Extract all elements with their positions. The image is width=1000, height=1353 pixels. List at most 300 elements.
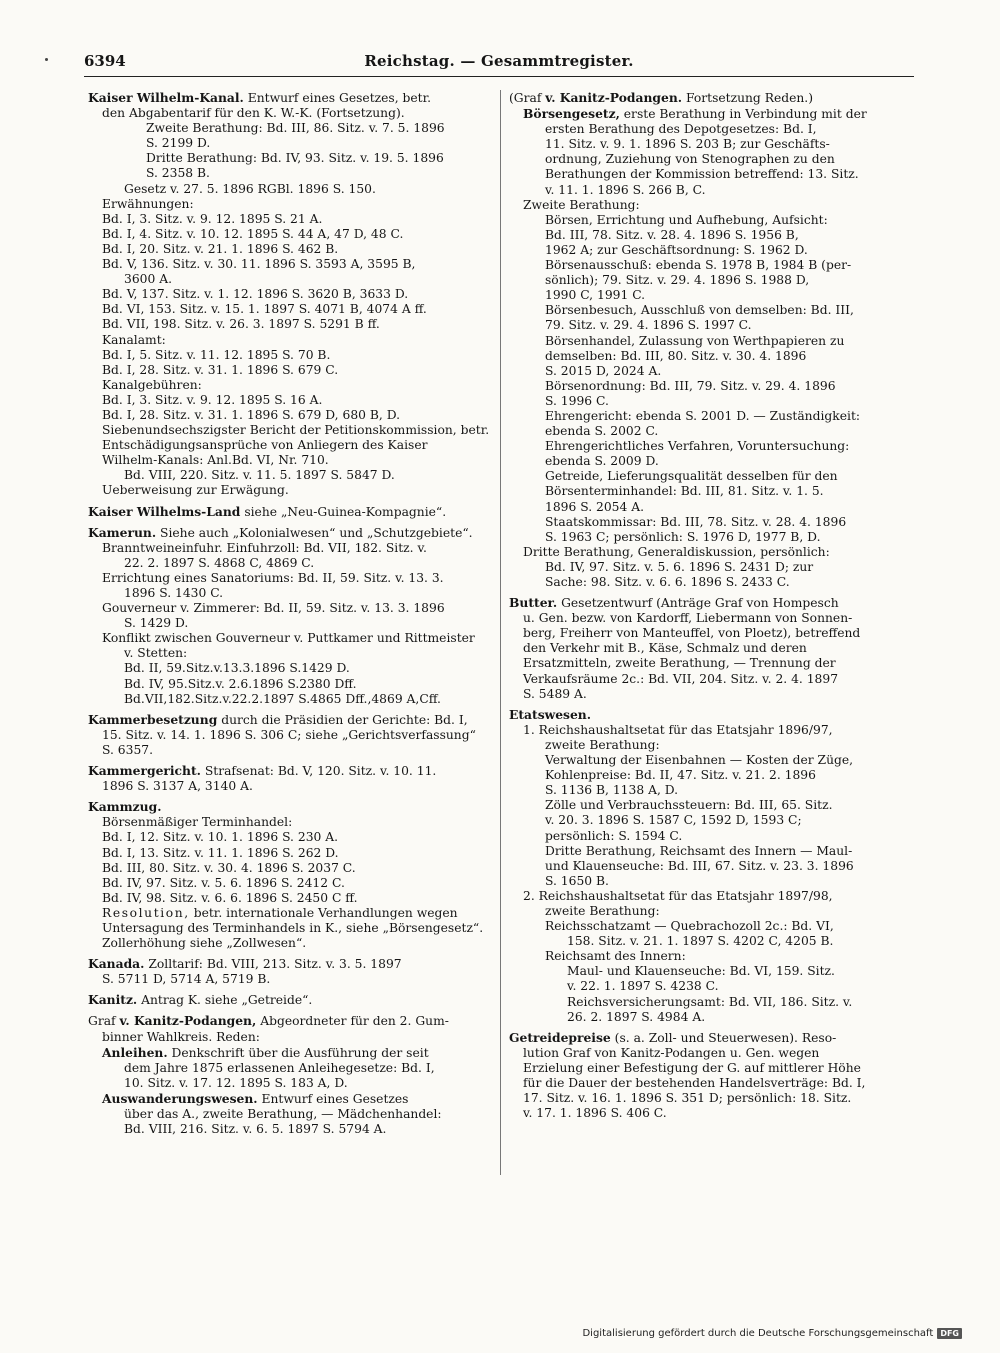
entry-line <box>88 182 503 197</box>
entry-text: Bd. III, 78. Sitz. v. 28. 4. 1896 S. 1956 B, <box>545 227 799 242</box>
entry-text: Bd. VIII, 220. Sitz. v. 11. 5. 1897 S. 5847 D. <box>124 468 395 483</box>
entry-line <box>509 904 919 919</box>
entry-line <box>509 545 919 560</box>
entry-text: Bd. V, 136. Sitz. v. 30. 11. 1896 S. 3593 A, 3595 B, <box>102 257 416 272</box>
entry-text: Bd. I, 3. Sitz. v. 9. 12. 1895 S. 21 A. <box>102 211 323 226</box>
entry-text: lution Graf von Kanitz-Podangen u. Gen. wegen <box>523 1045 820 1060</box>
entry-text: S. 5711 D, 5714 A, 5719 B. <box>102 972 271 987</box>
entry-text: Bd. VII, 198. Sitz. v. 26. 3. 1897 S. 5291 B ff. <box>102 317 380 332</box>
entry-text: Bd. I, 3. Sitz. v. 9. 12. 1895 S. 16 A. <box>102 392 323 407</box>
entry-line <box>509 798 919 813</box>
entry-text: Börsenmäßiger Terminhandel: <box>102 815 293 830</box>
entry-text: Bd. VIII, 216. Sitz. v. 6. 5. 1897 S. 5794 A. <box>124 1122 387 1137</box>
entry-lemma: Etatswesen. <box>509 706 592 722</box>
entry-line <box>509 575 919 590</box>
index-entry <box>509 707 919 1025</box>
entry-line <box>509 137 919 152</box>
entry-text: persönlich: S. 1594 C. <box>545 828 683 843</box>
entry-line <box>88 571 503 586</box>
entry-text: ebenda S. 2009 D. <box>545 454 659 469</box>
entry-text: Zweite Berathung: <box>523 197 640 212</box>
entry-line <box>88 541 503 556</box>
entry-line <box>88 631 503 646</box>
entry-line <box>88 763 503 779</box>
entry-text: ordnung, Zuziehung von Stenographen zu den <box>545 152 835 167</box>
entry-line <box>509 469 919 484</box>
entry-line <box>509 1030 919 1046</box>
entry-text: Entwurf eines Gesetzes, betr. <box>243 91 432 105</box>
entry-text: 2. Reichshaushaltsetat für das Etatsjahr 1897/98, <box>523 888 833 903</box>
entry-line <box>88 616 503 631</box>
entry-line <box>88 876 503 891</box>
entry-line <box>88 1061 503 1076</box>
entry-text: 158. Sitz. v. 21. 1. 1897 S. 4202 C, 4205 B. <box>567 934 834 949</box>
entry-line <box>88 956 503 972</box>
entry-line <box>88 556 503 571</box>
entry-line <box>509 1010 919 1025</box>
entry-line <box>88 830 503 845</box>
entry-line <box>88 1107 503 1122</box>
entry-line <box>509 258 919 273</box>
entry-text: Bd. V, 137. Sitz. v. 1. 12. 1896 S. 3620 B, 3633 D. <box>102 287 409 302</box>
entry-line <box>88 468 503 483</box>
entry-text: 1896 S. 3137 A, 3140 A. <box>102 779 253 794</box>
entry-line <box>88 936 503 951</box>
entry-text: Bd. IV, 97. Sitz. v. 5. 6. 1896 S. 2412 C. <box>102 875 345 890</box>
entry-text: Bd. I, 13. Sitz. v. 11. 1. 1896 S. 262 D. <box>102 845 339 860</box>
entry-line <box>509 530 919 545</box>
entry-text: 17. Sitz. v. 16. 1. 1896 S. 351 D; persönlich: 18. Sitz. <box>523 1091 852 1106</box>
entry-line <box>88 333 503 348</box>
entry-line <box>88 504 503 520</box>
entry-lemma: v. Kanitz-Podangen, <box>119 1013 257 1029</box>
entry-line <box>88 90 503 106</box>
entry-line <box>509 167 919 182</box>
entry-line <box>509 334 919 349</box>
entry-line <box>88 861 503 876</box>
entry-line <box>88 393 503 408</box>
entry-line <box>88 212 503 227</box>
entry-text: v. 20. 3. 1896 S. 1587 C, 1592 D, 1593 C; <box>545 813 802 828</box>
entry-text: Sache: 98. Sitz. v. 6. 6. 1896 S. 2433 C. <box>545 575 790 589</box>
entry-line <box>509 641 919 656</box>
entry-text: u. Gen. bezw. von Kardorff, Liebermann von Sonnen- <box>523 611 853 626</box>
entry-line <box>509 424 919 439</box>
entry-text: Dritte Berathung, Generaldiskussion, persönlich: <box>523 544 830 559</box>
entry-text: v. Stetten: <box>124 646 188 661</box>
entry-line <box>88 197 503 212</box>
index-entry <box>88 992 503 1008</box>
entry-line <box>88 692 503 707</box>
entry-line <box>509 500 919 515</box>
entry-text: Bd. I, 5. Sitz. v. 11. 12. 1895 S. 70 B. <box>102 347 331 362</box>
entry-line <box>509 183 919 198</box>
entry-text: Dritte Berathung, Reichsamt des Innern — Maul- <box>545 843 853 858</box>
right-column <box>509 90 919 1126</box>
entry-text: Erzielung einer Befestigung der G. auf mittlerer Höhe <box>523 1060 861 1075</box>
entry-line <box>509 707 919 723</box>
entry-line <box>88 227 503 242</box>
entry-text: binner Wahlkreis. Reden: <box>102 1029 260 1044</box>
entry-line <box>88 906 503 921</box>
entry-lemma: Kammzug. <box>88 799 162 815</box>
entry-line <box>88 317 503 332</box>
entry-line <box>88 302 503 317</box>
entry-text: Börsenbesuch, Ausschluß von demselben: Bd. III, <box>545 303 854 318</box>
entry-line <box>509 90 919 106</box>
entry-text: Bd. II, 59.Sitz.v.13.3.1896 S.1429 D. <box>124 661 350 676</box>
entry-emphasis: Resolution, <box>102 905 190 920</box>
entry-text: den Verkehr mit B., Käse, Schmalz und deren <box>523 641 807 656</box>
entry-text: Börsenordnung: Bd. III, 79. Sitz. v. 29. 4. 1896 <box>545 378 836 393</box>
entry-text: Kanalgebühren: <box>102 377 202 392</box>
entry-line <box>509 303 919 318</box>
entry-line <box>509 349 919 364</box>
entry-line <box>509 874 919 889</box>
entry-text: S. 1963 C; persönlich: S. 1976 D, 1977 B, D. <box>545 529 821 544</box>
entry-line <box>509 595 919 611</box>
entry-text: Dritte Berathung: Bd. IV, 93. Sitz. v. 19. 5. 1896 <box>146 151 444 166</box>
entry-text: zweite Berathung: <box>545 903 660 918</box>
entry-lemma: Getreidepreise <box>509 1029 611 1045</box>
entry-text: Bd. I, 20. Sitz. v. 21. 1. 1896 S. 462 B. <box>102 241 339 256</box>
entry-line <box>88 272 503 287</box>
index-entry <box>88 90 503 499</box>
entry-line <box>509 288 919 303</box>
entry-text: für die Dauer der bestehenden Handelsverträge: Bd. I, <box>523 1076 866 1090</box>
index-entry <box>509 90 919 590</box>
entry-text: (s. a. Zoll- und Steuerwesen). Reso- <box>610 1030 837 1045</box>
entry-text: Fortsetzung Reden.) <box>682 91 814 105</box>
entry-text: Bd. III, 80. Sitz. v. 30. 4. 1896 S. 2037 C. <box>102 860 356 875</box>
entry-text: Ehrengericht: ebenda S. 2001 D. — Zuständigkeit: <box>545 408 861 423</box>
entry-line <box>509 859 919 874</box>
entry-line <box>88 166 503 181</box>
entry-text: Maul- und Klauenseuche: Bd. VI, 159. Sitz. <box>567 964 835 979</box>
entry-text: Staatskommissar: Bd. III, 78. Sitz. v. 28. 4. 1896 <box>545 514 847 529</box>
entry-text: 26. 2. 1897 S. 4984 A. <box>567 1009 706 1024</box>
entry-lemma: Kanada. <box>88 956 145 972</box>
entry-text: 22. 2. 1897 S. 4868 C, 4869 C. <box>124 555 315 570</box>
entry-line <box>509 611 919 626</box>
index-entry <box>509 595 919 702</box>
entry-line <box>509 379 919 394</box>
entry-line <box>509 768 919 783</box>
entry-line <box>88 287 503 302</box>
entry-text: S. 5489 A. <box>523 686 587 701</box>
entry-text: 10. Sitz. v. 17. 12. 1895 S. 183 A, D. <box>124 1075 348 1090</box>
entry-line <box>88 712 503 728</box>
entry-text: über das A., zweite Berathung, — Mädchenhandel: <box>124 1107 442 1121</box>
entry-line <box>88 1091 503 1107</box>
entry-text: Wilhelm-Kanals: Anl.Bd. VI, Nr. 710. <box>102 453 329 468</box>
entry-line <box>509 753 919 768</box>
entry-line <box>88 728 503 743</box>
entry-text: 1896 S. 2054 A. <box>545 499 644 514</box>
entry-line <box>88 483 503 498</box>
entry-line <box>509 995 919 1010</box>
entry-text: sönlich); 79. Sitz. v. 29. 4. 1896 S. 1988 D, <box>545 273 810 288</box>
entry-line <box>88 242 503 257</box>
entry-text: 11. Sitz. v. 9. 1. 1896 S. 203 B; zur Geschäfts- <box>545 137 830 152</box>
entry-lemma: Kanitz. <box>88 992 138 1008</box>
entry-line <box>88 799 503 815</box>
entry-prefix: (Graf <box>509 91 546 105</box>
index-entry <box>88 712 503 758</box>
entry-line <box>509 106 919 122</box>
entry-text: S. 1136 B, 1138 A, D. <box>545 783 679 798</box>
entry-line <box>88 743 503 758</box>
entry-text: Abgeordneter für den 2. Gum- <box>256 1014 449 1029</box>
entry-text: v. 17. 1. 1896 S. 406 C. <box>523 1106 667 1121</box>
entry-line <box>509 394 919 409</box>
entry-text: S. 2015 D, 2024 A. <box>545 363 662 378</box>
entry-line <box>88 677 503 692</box>
entry-line <box>88 363 503 378</box>
index-entry <box>88 956 503 987</box>
entry-text: Bd. I, 28. Sitz. v. 31. 1. 1896 S. 679 C. <box>102 362 339 377</box>
entry-line <box>88 586 503 601</box>
entry-line <box>88 779 503 794</box>
entry-line <box>88 423 503 438</box>
entry-text: Bd. I, 4. Sitz. v. 10. 12. 1895 S. 44 A, 47 D, 48 C. <box>102 226 404 241</box>
entry-text: 79. Sitz. v. 29. 4. 1896 S. 1997 C. <box>545 318 752 333</box>
page-header <box>84 50 914 77</box>
entry-lemma: Auswanderungswesen. <box>102 1090 258 1106</box>
entry-text: Reichsversicherungsamt: Bd. VII, 186. Sitz. v. <box>567 994 853 1009</box>
entry-text: dem Jahre 1875 erlassenen Anleihegesetze: Bd. I, <box>124 1060 435 1075</box>
entry-text: Bd. IV, 97. Sitz. v. 5. 6. 1896 S. 2431 D; zur <box>545 559 814 574</box>
entry-line <box>509 409 919 424</box>
entry-line <box>509 672 919 687</box>
entry-text: 1990 C, 1991 C. <box>545 288 646 303</box>
entry-text: Konflikt zwischen Gouverneur v. Puttkamer und Rittmeister <box>102 631 475 646</box>
entry-text: Entwurf eines Gesetzes <box>257 1091 409 1106</box>
entry-line <box>88 661 503 676</box>
entry-line <box>88 408 503 423</box>
entry-line <box>509 439 919 454</box>
entry-text: Gesetzentwurf (Anträge Graf von Hompesch <box>557 596 839 611</box>
entry-text: Antrag K. siehe „Getreide“. <box>137 993 313 1008</box>
entry-line <box>88 846 503 861</box>
entry-text: Kohlenpreise: Bd. II, 47. Sitz. v. 21. 2. 1896 <box>545 768 816 783</box>
entry-text: S. 2358 B. <box>146 166 210 181</box>
entry-line <box>88 378 503 393</box>
entry-line <box>509 919 919 934</box>
entry-line <box>88 601 503 616</box>
entry-text: Erwähnungen: <box>102 196 194 211</box>
entry-text: S. 1429 D. <box>124 616 189 631</box>
entry-text: 1962 A; zur Geschäftsordnung: S. 1962 D. <box>545 242 808 257</box>
entry-text: betr. internationale Verhandlungen wegen <box>189 905 458 920</box>
footer-credit-text: Digitalisierung gefördert durch die Deutsche Forschungsgemeinschaft <box>582 1328 934 1339</box>
entry-line <box>509 454 919 469</box>
entry-line <box>509 228 919 243</box>
entry-line <box>509 515 919 530</box>
entry-line <box>88 136 503 151</box>
entry-text: 1896 S. 1430 C. <box>124 586 224 600</box>
page-number: 6394 <box>84 52 126 70</box>
entry-line <box>509 364 919 379</box>
entry-line <box>509 723 919 738</box>
entry-lemma: Kamerun. <box>88 524 157 540</box>
entry-line <box>88 1030 503 1045</box>
entry-line <box>88 257 503 272</box>
entry-line <box>88 815 503 830</box>
entry-text: Zolltarif: Bd. VIII, 213. Sitz. v. 3. 5. 1897 <box>144 957 402 972</box>
entry-text: Errichtung eines Sanatoriums: Bd. II, 59. Sitz. v. 13. 3. <box>102 570 444 585</box>
entry-lemma: v. Kanitz-Podangen. <box>545 90 683 105</box>
entry-text: 3600 A. <box>124 272 172 287</box>
entry-line <box>88 348 503 363</box>
running-title: Reichstag. — Gesammtregister. <box>364 52 634 70</box>
dfg-logo: DFG <box>937 1328 962 1339</box>
entry-line <box>88 1122 503 1137</box>
entry-line <box>88 106 503 121</box>
entry-lemma: Anleihen. <box>102 1044 168 1060</box>
entry-text: berg, Freiherr von Manteuffel, von Ploetz), betreffend <box>523 626 861 641</box>
entry-line <box>509 783 919 798</box>
entry-line <box>88 891 503 906</box>
index-entry <box>509 1030 919 1122</box>
entry-line <box>509 813 919 828</box>
entry-text: S. 2199 D. <box>146 136 211 151</box>
footer-credit <box>582 1328 962 1339</box>
entry-text: Ueberweisung zur Erwägung. <box>102 483 289 498</box>
entry-line <box>509 1076 919 1091</box>
index-entry <box>88 763 503 794</box>
entry-lemma: Kaiser Wilhelm-Kanal. <box>88 90 244 105</box>
entry-text: Börsenterminhandel: Bd. III, 81. Sitz. v. 1. 5. <box>545 484 824 499</box>
entry-line <box>88 453 503 468</box>
entry-line <box>509 152 919 167</box>
entry-text: Kanalamt: <box>102 332 166 347</box>
entry-text: Getreide, Lieferungsqualität desselben für den <box>545 469 838 484</box>
entry-text: Bd. IV, 98. Sitz. v. 6. 6. 1896 S. 2450 C ff. <box>102 890 358 905</box>
entry-line <box>509 273 919 288</box>
entry-line <box>509 979 919 994</box>
entry-text: demselben: Bd. III, 80. Sitz. v. 30. 4. 1896 <box>545 348 807 363</box>
entry-line <box>509 738 919 753</box>
entry-line <box>509 1046 919 1061</box>
entry-lemma: Börsengesetz, <box>523 106 620 122</box>
entry-text: Bd. IV, 95.Sitz.v. 2.6.1896 S.2380 Dff. <box>124 676 357 691</box>
entry-line <box>509 1106 919 1121</box>
column-divider <box>500 90 501 1175</box>
entry-prefix: Graf <box>88 1014 120 1029</box>
entry-line <box>88 992 503 1008</box>
entry-line <box>509 213 919 228</box>
entry-text: Börsenausschuß: ebenda S. 1978 B, 1984 B (per- <box>545 258 852 273</box>
entry-text: Denkschrift über die Ausführung der seit <box>167 1045 429 1060</box>
entry-line <box>509 889 919 904</box>
entry-text: Bd. I, 28. Sitz. v. 31. 1. 1896 S. 679 D, 680 B, D. <box>102 407 401 422</box>
entry-text: Branntweineinfuhr. Einfuhrzoll: Bd. VII, 182. Sitz. v. <box>102 540 427 555</box>
entry-line <box>509 829 919 844</box>
entry-line <box>509 626 919 641</box>
entry-text: Siebenundsechszigster Bericht der Petitionskommission, betr. <box>102 423 490 438</box>
entry-line <box>509 1061 919 1076</box>
entry-line <box>88 921 503 936</box>
entry-text: Bd.VII,182.Sitz.v.22.2.1897 S.4865 Dff.,4869 A,Cff. <box>124 691 441 706</box>
entry-text: Zölle und Verbrauchssteuern: Bd. III, 65. Sitz. <box>545 798 833 813</box>
entry-line <box>509 198 919 213</box>
entry-text: Zollerhöhung siehe „Zollwesen“. <box>102 936 307 951</box>
entry-line <box>509 122 919 137</box>
entry-line <box>509 934 919 949</box>
entry-lemma: Butter. <box>509 595 558 611</box>
entry-line <box>88 972 503 987</box>
index-entry <box>88 504 503 520</box>
entry-line <box>88 646 503 661</box>
entry-text: Untersagung des Terminhandels in K., siehe „Börsengesetz“. <box>102 920 484 935</box>
entry-line <box>509 1091 919 1106</box>
entry-line <box>88 438 503 453</box>
entry-text: 1. Reichshaushaltsetat für das Etatsjahr 1896/97, <box>523 722 833 737</box>
entry-line <box>509 949 919 964</box>
entry-text: S. 6357. <box>102 742 154 757</box>
entry-text: durch die Präsidien der Gerichte: Bd. I, <box>217 712 468 727</box>
entry-text: ersten Berathung des Depotgesetzes: Bd. I, <box>545 122 817 137</box>
entry-text: siehe „Neu-Guinea-Kompagnie“. <box>240 504 447 519</box>
entry-line <box>88 525 503 541</box>
entry-text: Entschädigungsansprüche von Anliegern des Kaiser <box>102 438 428 453</box>
entry-line <box>509 844 919 859</box>
entry-text: S. 1650 B. <box>545 873 609 888</box>
entry-text: Reichsamt des Innern: <box>545 949 686 964</box>
entry-text: Strafsenat: Bd. V, 120. Sitz. v. 10. 11. <box>200 764 437 779</box>
entry-line <box>88 1013 503 1029</box>
scan-speck <box>45 58 48 61</box>
entry-lemma: Kaiser Wilhelms-Land <box>88 503 241 519</box>
entry-text: Ehrengerichtliches Verfahren, Voruntersuchung: <box>545 439 850 454</box>
entry-text: Bd. VI, 153. Sitz. v. 15. 1. 1897 S. 4071 B, 4074 A ff. <box>102 302 427 317</box>
entry-line <box>88 121 503 136</box>
entry-line <box>88 1076 503 1091</box>
entry-text: und Klauenseuche: Bd. III, 67. Sitz. v. 23. 3. 1896 <box>545 858 854 873</box>
entry-text: Börsenhandel, Zulassung von Werthpapieren zu <box>545 333 845 348</box>
entry-text: Verwaltung der Eisenbahnen — Kosten der Züge, <box>545 753 854 768</box>
entry-text: Gouverneur v. Zimmerer: Bd. II, 59. Sitz. v. 13. 3. 1896 <box>102 601 445 616</box>
entry-text: den Abgabentarif für den K. W.-K. (Fortsetzung). <box>102 106 405 121</box>
entry-text: Gesetz v. 27. 5. 1896 RGBl. 1896 S. 150. <box>124 181 376 196</box>
entry-text: Bd. I, 12. Sitz. v. 10. 1. 1896 S. 230 A. <box>102 830 339 845</box>
entry-text: v. 22. 1. 1897 S. 4238 C. <box>567 979 719 994</box>
entry-text: Zweite Berathung: Bd. III, 86. Sitz. v. 7. 5. 1896 <box>146 121 445 136</box>
entry-line <box>509 484 919 499</box>
entry-lemma: Kammergericht. <box>88 763 201 779</box>
left-column <box>88 90 503 1142</box>
entry-text: ebenda S. 2002 C. <box>545 424 659 439</box>
entry-line <box>509 243 919 258</box>
entry-line <box>509 560 919 575</box>
entry-text: 15. Sitz. v. 14. 1. 1896 S. 306 C; siehe „Gerichtsverfassung“ <box>102 727 476 742</box>
entry-text: S. 1996 C. <box>545 393 609 408</box>
entry-line <box>509 687 919 702</box>
entry-line <box>88 1045 503 1061</box>
index-entry <box>88 1013 503 1137</box>
entry-text: zweite Berathung: <box>545 737 660 752</box>
entry-text: erste Berathung in Verbindung mit der <box>619 107 867 122</box>
entry-line <box>509 318 919 333</box>
index-entry <box>88 525 503 707</box>
index-entry <box>88 799 503 951</box>
entry-line <box>509 656 919 671</box>
entry-text: Ersatzmitteln, zweite Berathung, — Trennung der <box>523 656 836 671</box>
entry-text: Reichsschatzamt — Quebrachozoll 2c.: Bd. VI, <box>545 919 834 934</box>
entry-text: v. 11. 1. 1896 S. 266 B, C. <box>545 182 706 197</box>
entry-text: Berathungen der Kommission betreffend: 13. Sitz. <box>545 167 859 182</box>
